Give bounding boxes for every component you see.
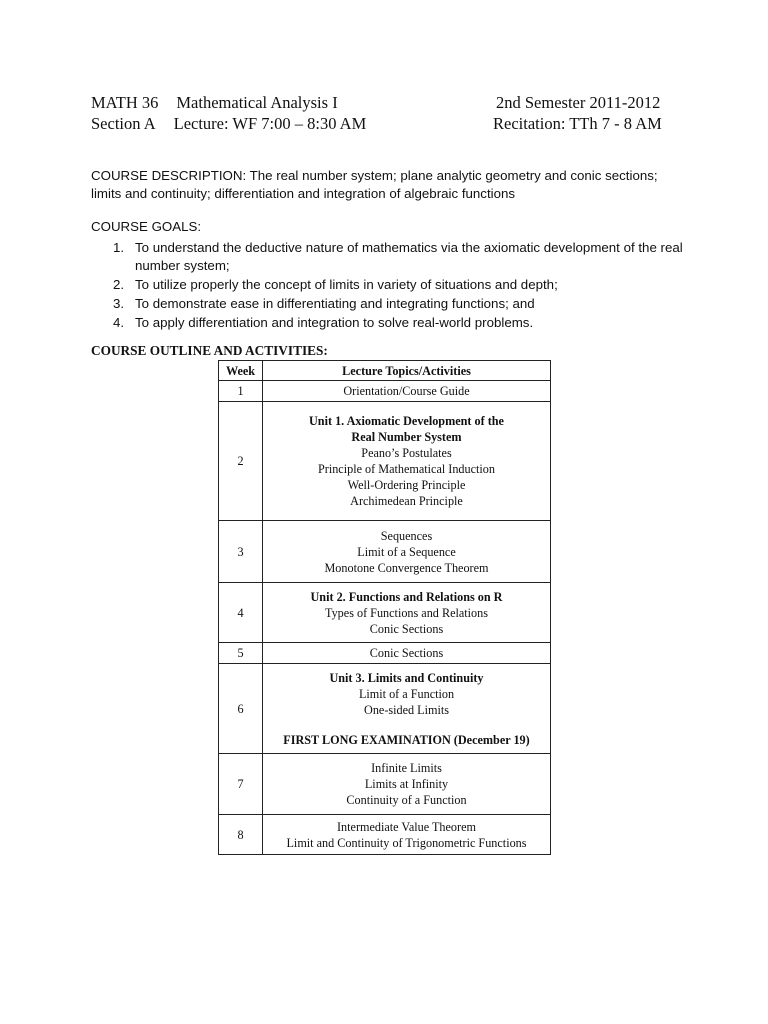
course-outline-heading: COURSE OUTLINE AND ACTIVITIES: [91, 343, 328, 358]
table-header-row [219, 361, 551, 381]
section: Section A [91, 114, 156, 133]
goal-number: 4. [113, 315, 125, 330]
header-line-2 [91, 114, 366, 134]
goal-number: 2. [113, 277, 125, 292]
topic-line: Limit and Continuity of Trigonometric Functions [286, 835, 527, 850]
topics-cell [263, 402, 551, 521]
topic-line: Limit of a Sequence [357, 544, 456, 559]
unit-title: Unit 2. Functions and Relations on R [310, 589, 503, 604]
unit-title: Real Number System [351, 430, 462, 444]
goal-text: To understand the deductive nature of mathematics via the axiomatic development of the real number system; [135, 240, 683, 273]
course-description-text: The real number system; plane analytic geometry and conic sections; limits and continuity; differentiation and integration of algebraic functions [91, 168, 658, 201]
topic-line: Principle of Mathematical Induction [317, 462, 495, 476]
goal-item [91, 276, 691, 294]
goal-text: To apply differentiation and integration to solve real-world problems. [135, 315, 534, 330]
topics-cell [263, 815, 551, 855]
header-line-1 [91, 93, 338, 113]
topics-cell [263, 521, 551, 583]
table-row [219, 402, 551, 521]
table-row [219, 754, 551, 815]
week-cell: 4 [219, 583, 263, 643]
week-cell: 3 [219, 521, 263, 583]
course-description [91, 167, 691, 203]
lecture-schedule: Lecture: WF 7:00 – 8:30 AM [173, 114, 367, 133]
topics-cell [263, 664, 551, 754]
goal-text: To utilize properly the concept of limits in variety of situations and depth; [135, 277, 558, 292]
goal-item [91, 314, 691, 332]
course-description-label: COURSE DESCRIPTION: [91, 168, 247, 183]
goal-number: 1. [113, 240, 125, 255]
topic-line: Limits at Infinity [364, 777, 449, 791]
topic-line: Infinite Limits [371, 761, 442, 775]
topic-line: Intermediate Value Theorem [337, 819, 476, 834]
topics-cell [263, 754, 551, 815]
semester: 2nd Semester 2011-2012 [496, 93, 661, 112]
goal-number: 3. [113, 296, 125, 311]
topic-line: Archimedean Principle [350, 494, 463, 508]
goal-item [91, 295, 691, 313]
topic-line: Monotone Convergence Theorem [324, 560, 489, 575]
goal-text: To demonstrate ease in differentiating and integrating functions; and [135, 296, 535, 311]
topic-line: Well-Ordering Principle [347, 478, 466, 492]
table-row [219, 815, 551, 855]
unit-title: Unit 3. Limits and Continuity [329, 670, 484, 685]
table-row [219, 521, 551, 583]
course-goals-list [91, 239, 691, 333]
goal-item [91, 239, 691, 275]
topic-line: Types of Functions and Relations [325, 605, 488, 620]
recitation-schedule: Recitation: TTh 7 - 8 AM [493, 114, 662, 133]
table-row [219, 643, 551, 664]
topics-cell [263, 583, 551, 643]
topic-line: Peano’s Postulates [361, 446, 452, 460]
week-cell: 8 [219, 815, 263, 855]
week-column-header: Week [219, 361, 263, 381]
exam-notice: FIRST LONG EXAMINATION (December 19) [283, 732, 530, 747]
topic-line: Conic Sections [369, 621, 444, 636]
topic-line: One-sided Limits [364, 702, 449, 717]
week-cell: 7 [219, 754, 263, 815]
week-cell: 6 [219, 664, 263, 754]
topics-cell [263, 643, 551, 664]
unit-title: Unit 1. Axiomatic Development of the [309, 414, 504, 428]
course-title: Mathematical Analysis I [176, 93, 338, 112]
topics-cell [263, 381, 551, 402]
spacer [265, 718, 548, 732]
course-goals-heading: COURSE GOALS: [91, 219, 202, 234]
topic-line: Continuity of a Function [346, 793, 467, 807]
course-code: MATH 36 [91, 93, 159, 112]
topic-line: Orientation/Course Guide [343, 384, 470, 398]
week-cell: 5 [219, 643, 263, 664]
table-row [219, 381, 551, 402]
course-outline-table [218, 360, 551, 855]
table-row [219, 664, 551, 754]
topics-column-header: Lecture Topics/Activities [263, 361, 551, 381]
topic-line: Conic Sections [369, 646, 444, 660]
topic-line: Sequences [380, 528, 433, 543]
week-cell: 1 [219, 381, 263, 402]
week-cell: 2 [219, 402, 263, 521]
table-row [219, 583, 551, 643]
topic-line: Limit of a Function [358, 686, 455, 701]
